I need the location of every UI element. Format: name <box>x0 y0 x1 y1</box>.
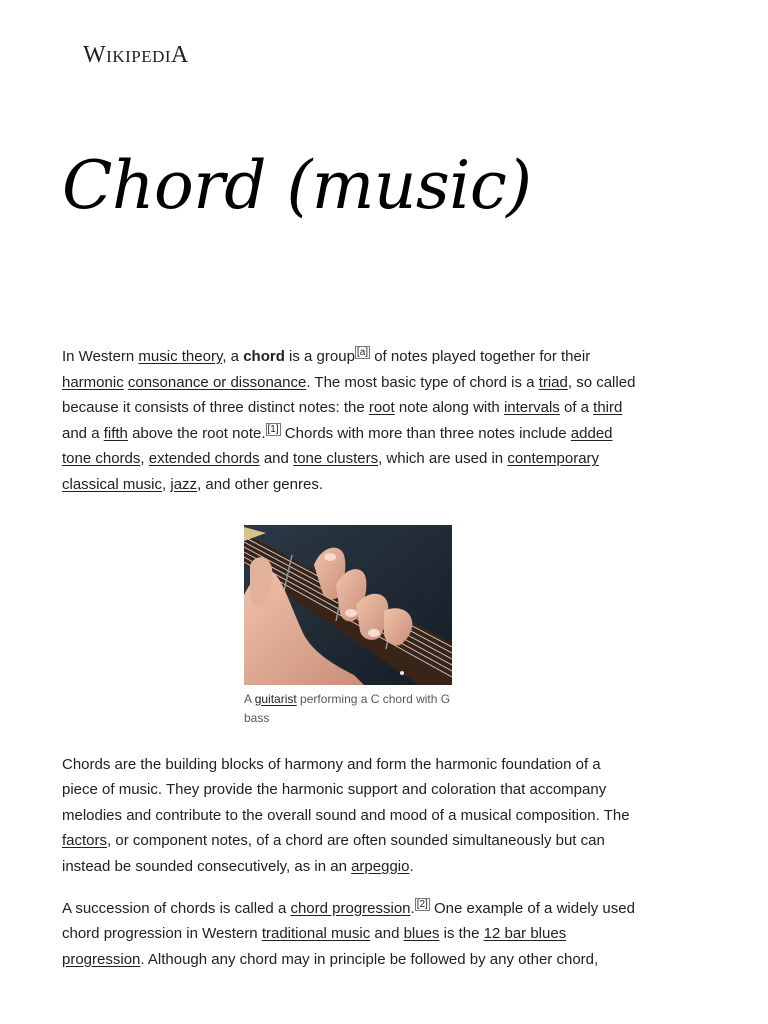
body-paragraph-2: Chords are the building blocks of harmony and form the harmonic foundation of a piece of music. They provide the harmonic support and coloration that accompany melodies and contribute to the overall sound and mood of a musical composition. The factors, or component notes, of a chord are often sounded simultaneously but can instead be sounded consecutively, as in an arpeggio. <box>62 755 630 875</box>
footnote-ref-1[interactable]: [1] <box>267 423 279 435</box>
figure-caption: A guitarist performing a C chord with G bass <box>244 691 451 725</box>
link-guitarist[interactable]: guitarist <box>254 691 297 706</box>
wikipedia-logo[interactable] <box>83 42 189 69</box>
intro-paragraph: In Western music theory, a chord is a group [a] of notes played together for their harmonic consonance or dissonance. The most basic type of chord is a triad, so called because it consists of three distinct notes: the root note along with intervals of a third and a fifth above the root note. [1] Chords with more than three notes include added tone chords, extended chords and tone clusters, which are used in contemporary classical music, jazz, and other genres. <box>62 347 636 493</box>
footnote-ref-2[interactable]: [2] <box>416 898 428 910</box>
link-12-bar-blues[interactable]: 12 bar blues progression <box>62 925 567 968</box>
link-music-theory[interactable]: music theory <box>138 348 223 365</box>
link-third[interactable]: third <box>593 399 623 417</box>
guitar-chord-photo[interactable] <box>244 525 452 685</box>
link-tone-clusters[interactable]: tone clusters <box>293 450 379 468</box>
article-body <box>62 344 640 972</box>
link-intervals[interactable]: intervals <box>503 399 560 417</box>
link-blues[interactable]: blues <box>403 925 440 943</box>
logo-letter-a: A <box>171 42 189 68</box>
logo-letter-w: W <box>83 42 107 68</box>
link-factors[interactable]: factors <box>62 832 108 850</box>
figure-guitarist <box>244 525 452 728</box>
body-paragraph-3: A succession of chords is called a chord progression. [2] One example of a widely used chord progression in Western traditional music and blues is the 12 bar blues progression. Although any chord may in principle be followed by any other chord, <box>62 898 635 968</box>
link-jazz[interactable]: jazz <box>170 475 198 493</box>
logo-letters: IKIPEDI <box>106 47 172 66</box>
link-triad[interactable]: triad <box>538 373 568 391</box>
link-arpeggio[interactable]: arpeggio <box>351 857 410 875</box>
link-added-tone-chords[interactable]: added tone chords <box>62 424 613 468</box>
link-extended-chords[interactable]: extended chords <box>148 450 260 468</box>
link-harmonic[interactable]: harmonic <box>62 373 124 391</box>
link-fifth[interactable]: fifth <box>103 424 128 442</box>
link-root[interactable]: root <box>368 399 395 417</box>
link-chord-progression[interactable]: chord progression <box>290 899 411 917</box>
term-chord: chord <box>243 348 285 365</box>
link-contemporary-classical[interactable]: contemporary classical music <box>62 450 600 493</box>
link-consonance[interactable]: consonance or dissonance <box>127 373 307 391</box>
link-traditional-music[interactable]: traditional music <box>261 925 371 943</box>
page-title: Chord (music) <box>62 147 532 224</box>
footnote-ref-a[interactable]: [a] <box>356 347 369 358</box>
